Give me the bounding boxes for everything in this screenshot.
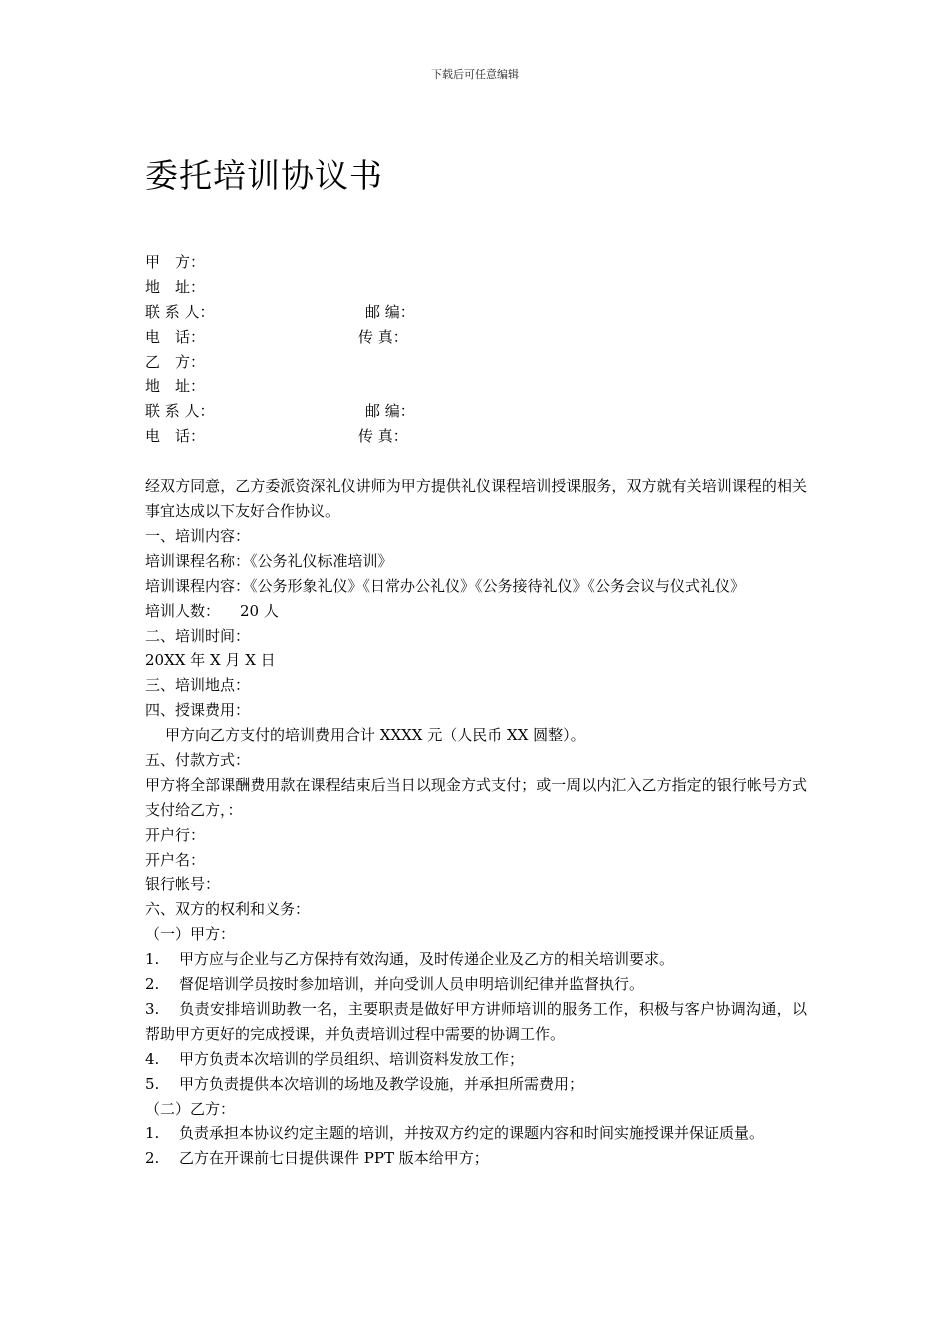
party-a-phone-label: 电 话： xyxy=(145,327,206,346)
header-note: 下载后可任意编辑 xyxy=(431,68,519,81)
list-item-text: 甲方负责提供本次培训的场地及教学设施，并承担所需费用； xyxy=(179,1074,585,1093)
party-a-address-label: 地 址： xyxy=(145,277,206,296)
document-body xyxy=(145,250,807,1171)
list-item-text: 乙方在开课前七日提供课件 PPT 版本给甲方； xyxy=(179,1149,489,1168)
training-date: 20XX 年 X 月 X 日 xyxy=(145,651,276,670)
fee-text: 甲方向乙方支付的培训费用合计 XXXX 元（人民币 XX 圆整）。 xyxy=(165,726,586,745)
trainee-count-value: 20 人 xyxy=(240,601,279,620)
party-b-fax-label: 传 真： xyxy=(358,427,408,446)
account-number-label: 银行帐号： xyxy=(145,875,221,894)
spacer xyxy=(145,449,807,474)
course-content: 培训课程内容：《公务形象礼仪》《日常办公礼仪》《公务接待礼仪》《公务会议与仪式礼仪》 xyxy=(145,576,746,595)
list-item-number: 2. xyxy=(145,1149,160,1168)
section-6-heading: 六、双方的权利和义务： xyxy=(145,900,311,919)
party-a-postcode-label: 邮 编： xyxy=(365,302,415,321)
list-item-text: 督促培训学员按时参加培训，并向受训人员申明培训纪律并监督执行。 xyxy=(179,975,645,994)
list-item-text: 甲方负责本次培训的学员组织、培训资料发放工作； xyxy=(179,1049,525,1068)
list-item-number: 1. xyxy=(145,950,160,969)
list-item xyxy=(145,1121,807,1146)
list-item-number: 5. xyxy=(145,1074,160,1093)
list-item-text: 负责安排培训助教一名，主要职责是做好甲方讲师培训的服务工作，积极与客户协调沟通，以帮助甲方更好的完成授课，并负责培训过程中需要的协调工作。 xyxy=(145,999,807,1043)
party-a-fax-label: 传 真： xyxy=(358,327,408,346)
party-b-duties-heading: （二）乙方： xyxy=(145,1099,236,1118)
list-item-number: 2. xyxy=(145,975,160,994)
party-b-contact-label: 联 系 人： xyxy=(145,402,215,421)
section-4-heading: 四、授课费用： xyxy=(145,701,251,720)
party-b-name-label: 乙 方： xyxy=(145,352,206,371)
party-b-postcode-label: 邮 编： xyxy=(365,402,415,421)
payment-text: 甲方将全部课酬费用款在课程结束后当日以现金方式支付；或一周以内汇入乙方指定的银行帐号方式支付给乙方，： xyxy=(145,775,807,819)
list-item xyxy=(145,997,807,1047)
list-item xyxy=(145,1072,807,1097)
party-b-phone-row xyxy=(145,424,807,449)
list-item-number: 4. xyxy=(145,1049,160,1068)
section-2-heading: 二、培训时间： xyxy=(145,626,251,645)
party-b-contact-row xyxy=(145,399,807,424)
section-3-heading: 三、培训地点： xyxy=(145,676,251,695)
list-item-text: 负责承担本协议约定主题的培训，并按双方约定的课题内容和时间实施授课并保证质量。 xyxy=(179,1124,765,1143)
section-1-heading: 一、培训内容： xyxy=(145,526,251,545)
document-title: 委托培训协议书 xyxy=(145,156,383,195)
list-item xyxy=(145,1047,807,1072)
party-a-contact-label: 联 系 人： xyxy=(145,302,215,321)
party-a-phone-row xyxy=(145,325,807,350)
trainee-count-row xyxy=(145,599,807,624)
intro-paragraph: 经双方同意，乙方委派资深礼仪讲师为甲方提供礼仪课程培训授课服务，双方就有关培训课程的相关事宜达成以下友好合作协议。 xyxy=(145,477,807,521)
party-a-contact-row xyxy=(145,300,807,325)
list-item-text: 甲方应与企业与乙方保持有效沟通，及时传递企业及乙方的相关培训要求。 xyxy=(179,950,675,969)
list-item-number: 1. xyxy=(145,1124,160,1143)
trainee-count-label: 培训人数： xyxy=(145,601,221,620)
party-b-phone-label: 电 话： xyxy=(145,427,206,446)
party-a-duties-heading: （一）甲方： xyxy=(145,925,236,944)
list-item xyxy=(145,947,807,972)
list-item xyxy=(145,1146,807,1171)
list-item xyxy=(145,972,807,997)
section-5-heading: 五、付款方式： xyxy=(145,750,251,769)
party-b-address-label: 地 址： xyxy=(145,377,206,396)
bank-label: 开户行： xyxy=(145,825,206,844)
list-item-number: 3. xyxy=(145,999,160,1018)
course-name: 培训课程名称：《公务礼仪标准培训》 xyxy=(145,551,393,570)
account-name-label: 开户名： xyxy=(145,850,206,869)
party-a-name-label: 甲 方： xyxy=(145,253,206,271)
